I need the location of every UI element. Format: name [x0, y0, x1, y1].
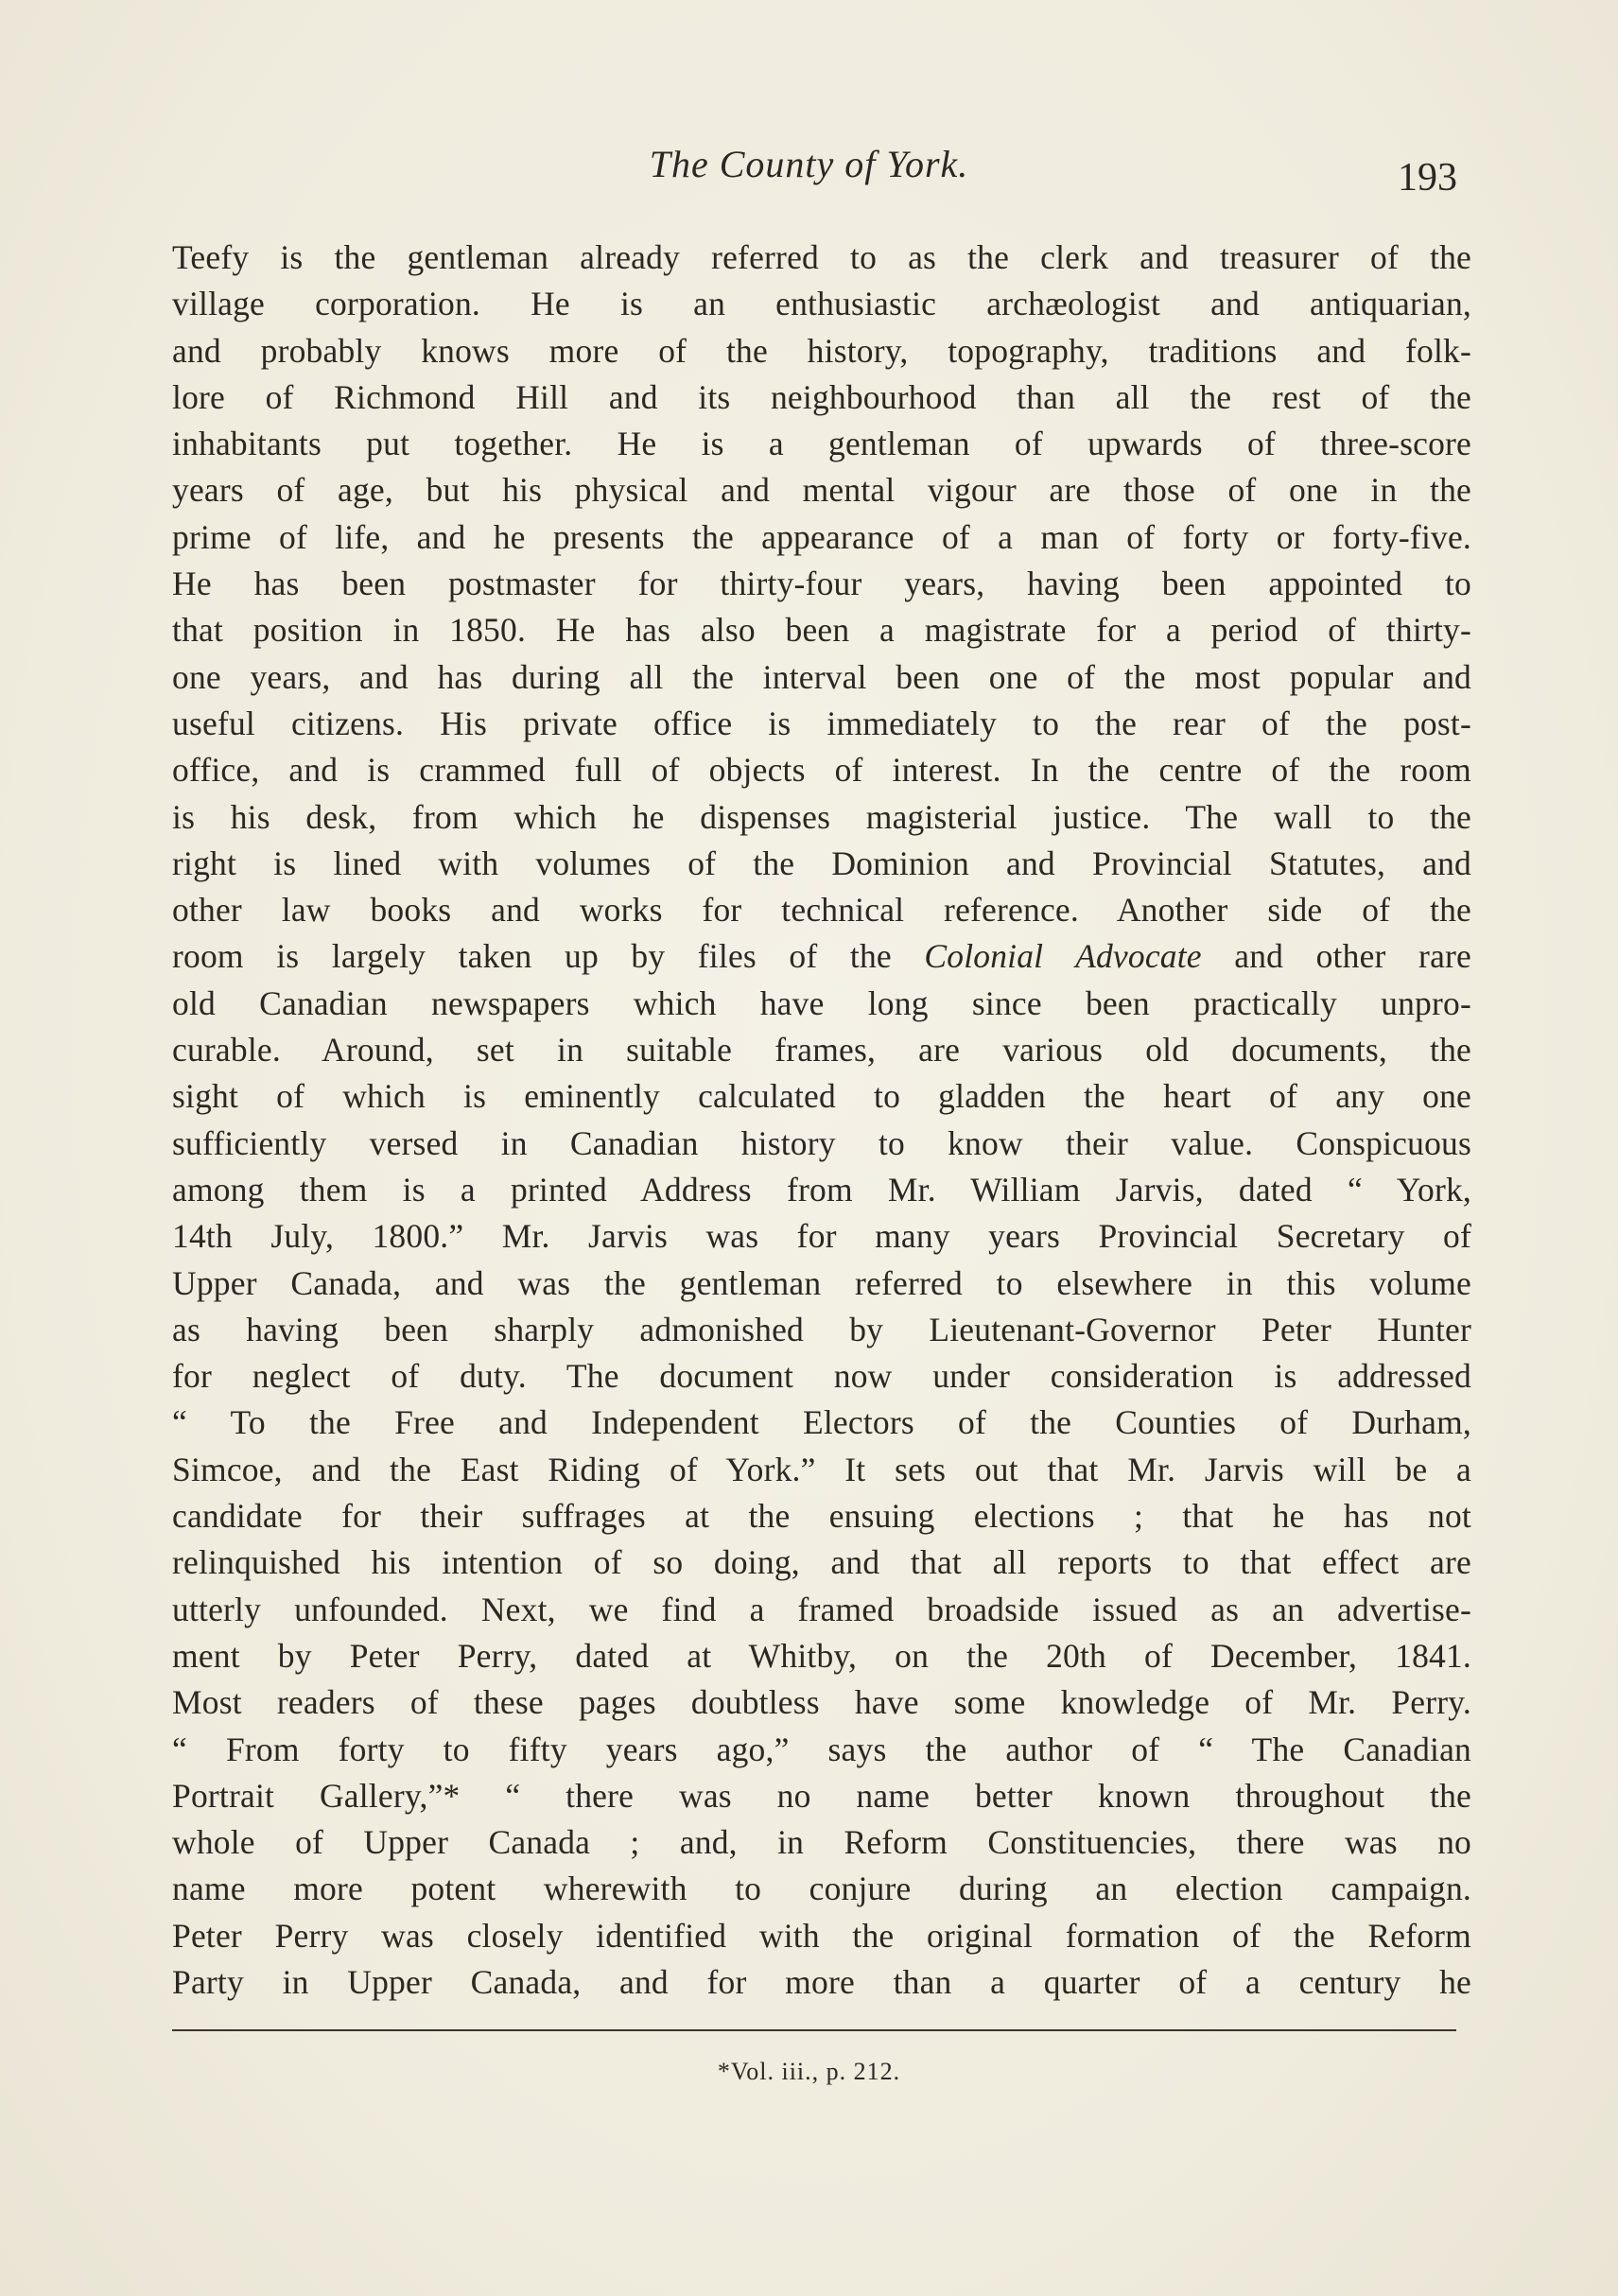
text-line: right is lined with volumes of the Dominion and Provincial Statutes, and [172, 844, 1471, 882]
text-line: whole of Upper Canada ; and, in Reform Constituencies, there was no [172, 1823, 1471, 1862]
text-line: office, and is crammed full of objects of interest. In the centre of the room [172, 751, 1471, 790]
text-line: years of age, but his physical and mental vigour are those of one in the [172, 471, 1471, 510]
text-line: Party in Upper Canada, and for more than a quarter of a century he [172, 1962, 1471, 2001]
text-line: utterly unfounded. Next, we find a framed broadside issued as an advertise- [172, 1590, 1471, 1628]
text-line: Portrait Gallery,”* “ there was no name better known throughout the [172, 1776, 1471, 1815]
text-line: Teefy is the gentleman already referred to as the clerk and treasurer of the [172, 238, 1471, 276]
text-line: “ To the Free and Independent Electors of the Counties of Durham, [172, 1403, 1471, 1442]
text-line: He has been postmaster for thirty-four years, having been appointed to [172, 565, 1471, 603]
text-line: ment by Peter Perry, dated at Whitby, on the 20th of December, 1841. [172, 1636, 1471, 1675]
text-line-head: room is largely taken up by files of the [172, 937, 892, 976]
text-line: one years, and has during all the interval been one of the most popular and [172, 657, 1471, 696]
text-line: village corporation. He is an enthusiastic archæologist and antiquarian, [172, 285, 1471, 323]
text-line: other law books and works for technical reference. Another side of the [172, 891, 1471, 930]
text-line: among them is a printed Address from Mr. William Jarvis, dated “ York, [172, 1170, 1471, 1209]
text-line: as having been sharply admonished by Lieutenant-Governor Peter Hunter [172, 1310, 1471, 1348]
text-line: lore of Richmond Hill and its neighbourhood than all the rest of the [172, 377, 1471, 416]
text-line: curable. Around, set in suitable frames, are various old documents, the [172, 1031, 1471, 1070]
footnote-rule [172, 2029, 1456, 2031]
text-line: Peter Perry was closely identified with the original formation of the Reform [172, 1916, 1471, 1955]
text-line: candidate for their suffrages at the ensuing elections ; that he has not [172, 1497, 1471, 1536]
text-line: relinquished his intention of so doing, and that all reports to that effect are [172, 1543, 1471, 1582]
text-line: inhabitants put together. He is a gentleman of upwards of three-score [172, 425, 1471, 463]
text-line: useful citizens. His private office is immediately to the rear of the post- [172, 704, 1471, 742]
text-line: 14th July, 1800.” Mr. Jarvis was for many years Provincial Secretary of [172, 1217, 1471, 1256]
text-line: “ From forty to fifty years ago,” says the author of “ The Canadian [172, 1730, 1471, 1768]
text-line: that position in 1850. He has also been a magistrate for a period of thirty- [172, 611, 1471, 650]
text-line: Most readers of these pages doubtless have some knowledge of Mr. Perry. [172, 1683, 1471, 1722]
text-line-tail: and other rare [1234, 937, 1471, 976]
text-line: name more potent wherewith to conjure during an election campaign. [172, 1870, 1471, 1908]
newspaper-title: Colonial Advocate [924, 937, 1202, 976]
page-number: 193 [1398, 156, 1457, 200]
text-line: sight of which is eminently calculated to gladden the heart of any one [172, 1077, 1471, 1116]
footnote: *Vol. iii., p. 212. [717, 2058, 901, 2085]
text-line: for neglect of duty. The document now under consideration is addressed [172, 1357, 1471, 1396]
running-title: The County of York. [649, 143, 969, 185]
text-line: Upper Canada, and was the gentleman referred to elsewhere in this volume [172, 1263, 1471, 1302]
text-line: is his desk, from which he dispenses magisterial justice. The wall to the [172, 797, 1471, 836]
body-text [172, 235, 1471, 2006]
running-head [0, 142, 1618, 199]
text-line: prime of life, and he presents the appearance of a man of forty or forty-five. [172, 517, 1471, 556]
text-line: sufficiently versed in Canadian history to know their value. Conspicuous [172, 1123, 1471, 1162]
text-line: Simcoe, and the East Riding of York.” It sets out that Mr. Jarvis will be a [172, 1450, 1471, 1488]
text-line: and probably knows more of the history, topography, traditions and folk- [172, 331, 1471, 370]
text-line-with-italic [172, 933, 1471, 980]
text-line: old Canadian newspapers which have long since been practically unpro- [172, 983, 1471, 1022]
